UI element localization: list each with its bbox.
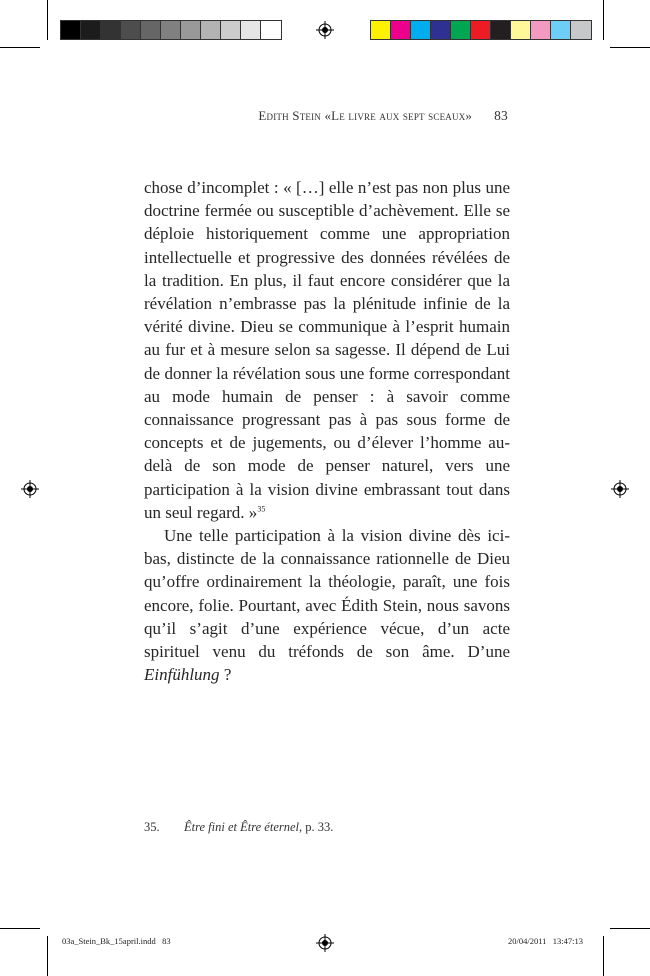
footnote: [144, 820, 510, 835]
color-swatch: [221, 21, 241, 39]
body-text: [144, 176, 510, 686]
crop-mark: [0, 47, 40, 48]
footnote-number: 35.: [144, 820, 160, 834]
crop-mark: [610, 928, 650, 929]
paragraph-text: Une telle participation à la vision divine dès ici-bas, distincte de la connaissance rationnelle de Dieu qu’offre ordinairement la théologie, paraît, une fois encore, folie. Pourtant, avec Édith Stein, nous savons qu’il s’agit d’une expérience vécue, d’un acte spirituel venu du tréfonds de son âme. D’une: [144, 526, 510, 662]
color-swatch: [261, 21, 281, 39]
color-swatch: [141, 21, 161, 39]
grayscale-color-bar: [60, 20, 282, 40]
footnote-title: Être fini et Être éternel: [184, 820, 300, 834]
running-title: Edith Stein «Le livre aux sept sceaux»: [258, 108, 473, 123]
paragraph: [144, 524, 510, 686]
footnote-reference: 35: [257, 504, 266, 514]
color-swatch: [571, 21, 591, 39]
color-swatch: [531, 21, 551, 39]
page-number: 83: [494, 108, 508, 123]
running-head: [144, 108, 508, 124]
color-swatch: [411, 21, 431, 39]
crop-mark: [603, 0, 604, 40]
crop-mark: [610, 47, 650, 48]
footnote-citation: , p. 33.: [299, 820, 334, 834]
color-swatch: [201, 21, 221, 39]
crop-mark: [47, 0, 48, 40]
registration-mark-icon: [316, 934, 334, 952]
crop-mark: [603, 936, 604, 976]
color-swatch: [371, 21, 391, 39]
color-swatch: [181, 21, 201, 39]
paragraph-end: ?: [219, 665, 232, 685]
process-color-bar: [370, 20, 592, 40]
registration-mark-icon: [21, 480, 39, 498]
color-swatch: [551, 21, 571, 39]
color-swatch: [81, 21, 101, 39]
color-swatch: [101, 21, 121, 39]
crop-mark: [47, 936, 48, 976]
color-swatch: [451, 21, 471, 39]
crop-mark: [0, 928, 40, 929]
color-swatch: [391, 21, 411, 39]
color-swatch: [431, 21, 451, 39]
footnote-text: [184, 820, 333, 835]
color-swatch: [161, 21, 181, 39]
paragraph: [144, 176, 510, 524]
registration-mark-icon: [611, 480, 629, 498]
slug-datetime: 20/04/2011 13:47:13: [508, 936, 584, 946]
italic-term: Einfühlung: [144, 665, 220, 685]
color-swatch: [471, 21, 491, 39]
paragraph-text: chose d’incomplet : « […] elle n’est pas non plus une doctrine fermée ou susceptible d’achèvement. Elle se déploie historiquement comme une appropriation intellectuelle et progressive des données révélées de la tradition. En plus, il faut encore considérer que la révélation n’embrasse pas la plénitude infinie de la vérité divine. Dieu se communique à l’esprit humain au fur et à mesure selon sa sagesse. Il dépend de Lui de donner la révélation sous une forme correspondant au mode humain de penser : à savoir comme connaissance progressant pas à pas sous forme de concepts et de jugements, ou d’élever l’homme au-delà de son mode de penser naturel, vers une participation à la vision divine embrassant tout dans un seul regard. »: [144, 178, 510, 522]
registration-mark-icon: [316, 21, 334, 39]
slug-filename: 03a_Stein_Bk_15april.indd 83: [62, 936, 171, 946]
color-swatch: [511, 21, 531, 39]
color-swatch: [241, 21, 261, 39]
color-swatch: [121, 21, 141, 39]
color-swatch: [491, 21, 511, 39]
color-swatch: [61, 21, 81, 39]
